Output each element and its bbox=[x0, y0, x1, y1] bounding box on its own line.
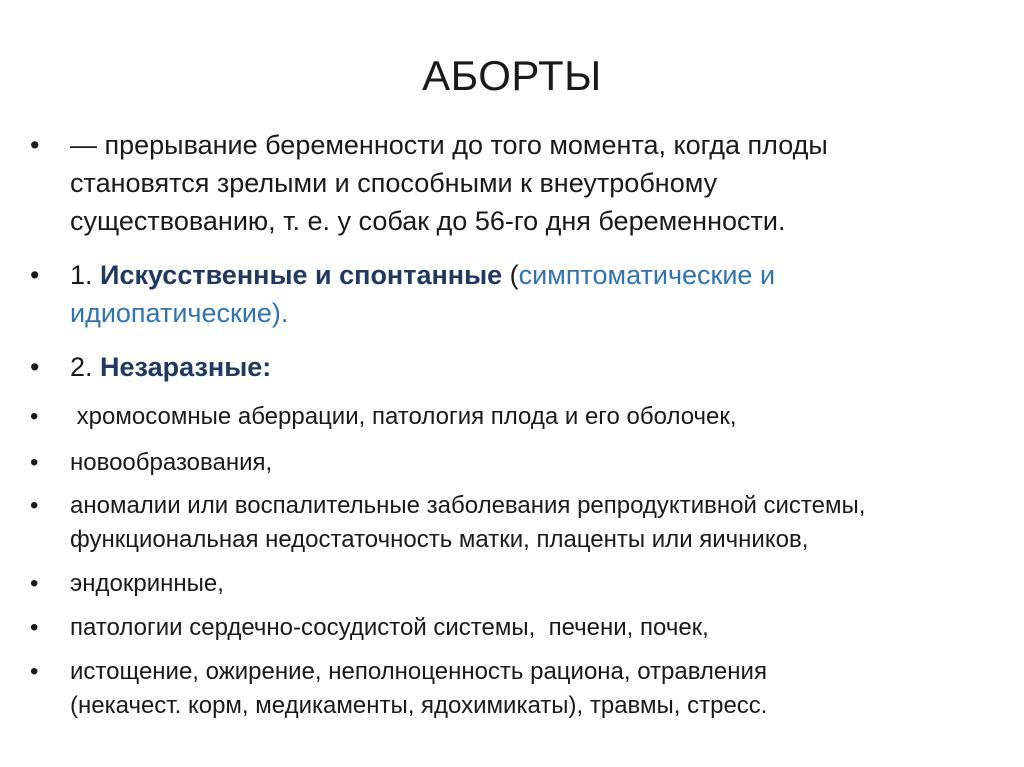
cause-line: функциональная недостаточность матки, плаценты или яичников, bbox=[70, 526, 809, 553]
bullet-marker: • bbox=[30, 260, 40, 290]
bullet-marker: • bbox=[30, 352, 40, 382]
cause-text bbox=[70, 655, 990, 723]
definition-text bbox=[70, 126, 990, 240]
bullet-marker: • bbox=[30, 449, 39, 476]
item-1-blue-line-2: идиопатические). bbox=[70, 298, 289, 328]
item-2-prefix: 2. bbox=[70, 352, 101, 382]
bullet-marker: • bbox=[30, 130, 40, 160]
slide-title: АБОРТЫ bbox=[422, 52, 602, 99]
definition-line: становятся зрелыми и способными к внеутробному bbox=[70, 168, 718, 198]
bullet-marker: • bbox=[30, 658, 39, 685]
item-1-bold: Искусственные и спонтанные bbox=[100, 260, 503, 290]
cause-line: (некачест. корм, медикаменты, ядохимикаты), травмы, стресс. bbox=[70, 692, 768, 719]
cause-text bbox=[70, 489, 990, 557]
cause-line: новообразования, bbox=[70, 449, 273, 476]
bullet-marker: • bbox=[30, 403, 39, 430]
item-1-text bbox=[70, 256, 990, 332]
cause-line: хромосомные аберрации, патология плода и его оболочек, bbox=[70, 403, 737, 430]
cause-line: аномалии или воспалительные заболевания репродуктивной системы, bbox=[70, 492, 866, 519]
item-1-prefix: 1. bbox=[70, 260, 101, 290]
item-2-bold: Незаразные: bbox=[100, 352, 272, 382]
item-1-paren: ( bbox=[502, 260, 519, 290]
bullet-marker: • bbox=[30, 492, 39, 519]
bullet-marker: • bbox=[30, 614, 39, 641]
definition-line: существованию, т. е. у собак до 56-го дня беременности. bbox=[70, 206, 786, 236]
definition-line: — прерывание беременности до того момента, когда плоды bbox=[70, 130, 828, 160]
bullet-marker: • bbox=[30, 570, 39, 597]
item-2-text bbox=[70, 348, 990, 386]
item-1-blue-line-1: симптоматические и bbox=[518, 260, 776, 290]
cause-line: истощение, ожирение, неполноценность рациона, отравления bbox=[70, 658, 767, 685]
cause-line: эндокринные, bbox=[70, 570, 224, 597]
cause-line: патологии сердечно-сосудистой системы, печени, почек, bbox=[70, 614, 709, 641]
